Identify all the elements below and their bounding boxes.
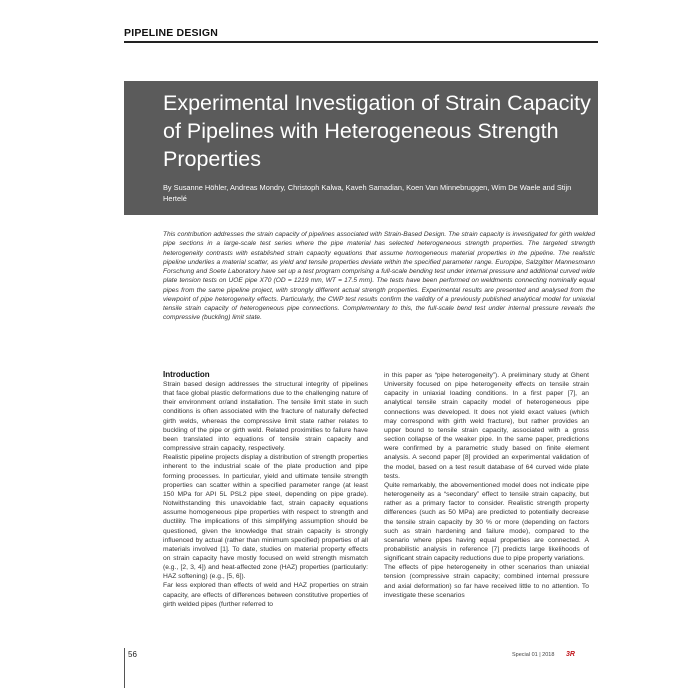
footer-rule xyxy=(124,648,125,688)
section-heading-introduction: Introduction xyxy=(163,370,210,379)
body-paragraph: Quite remarkably, the abovementioned model does not indicate pipe heterogeneity as a “secondary” effect to tensile strain capacity, but rather as a primary factor to consider. Realistic strength property differences (such as 50 MPa) are predicted to potentially decrease the tensile strain capacity by 30 % or more (depending on factors such as strain hardening and failure mode), compared to the scenario where pipes having equal properties are connected. A probabilistic analysis in reference [7] predicts large likelihoods of significant strain capacity reductions due to pipe property variations. xyxy=(384,481,589,563)
publisher-logo: 3R xyxy=(566,651,575,658)
section-label: PIPELINE DESIGN xyxy=(124,27,219,39)
article-authors: By Susanne Höhler, Andreas Mondry, Christoph Kalwa, Kaveh Samadian, Koen Van Minnebruggen, Wim De Waele and Stijn Hertelé xyxy=(163,183,572,203)
page-number: 56 xyxy=(128,650,137,659)
issue-label: Special 01 | 2018 xyxy=(512,652,555,658)
header-rule xyxy=(124,41,598,43)
article-title: Experimental Investigation of Strain Capacity of Pipelines with Heterogeneous Strength Properties xyxy=(163,91,591,171)
article-abstract: This contribution addresses the strain capacity of pipelines associated with Strain-Based Design. The strain capacity is investigated for girth welded pipe sections in a large-scale test series where the pipe material has selected heterogeneous strength properties. The targeted strength heterogeneity contrasts with established strain capacity equations that assume homogeneous material properties in the pipeline. The realistic pipeline underlies a material scatter, as yield and tensile properties deviate within the specified parameter range. Europipe, Salzgitter Mannesmann Forschung and Soete Laboratory have set up a test program comprising a full-scale bending test under internal pressure and additional curved wide plate tension tests on UOE pipe X70 (OD = 1219 mm, WT = 17.5 mm). The tests have been performed on weldments connecting nominally equal pipes from the same pipeline project, with strongly different actual strength properties. Experimental results are presented and analysed from the viewpoint of pipe heterogeneity effects. Particularly, the CWP test results confirm the validity of a previously published analytical model for uniaxial tensile strain capacity of heterogeneous pipe connections. Complementary to this, the full-scale bend test under internal pressure reveals the compressive (buckling) limit state. xyxy=(163,231,595,322)
body-paragraph: in this paper as “pipe heterogeneity”). A preliminary study at Ghent University focused on pipe heterogeneity effects on tensile strain capacity in uniaxial loading conditions. In a first paper [7], an analytical tensile strain capacity model of heterogeneous pipe connections was developed. It does not yield exact values (which may correspond with girth weld fracture), but rather provides an upper bound to tensile strain capacity, associated with a gross section collapse of the weaker pipe. In the same paper, predictions were confirmed by a parametric study based on finite element analysis. A second paper [8] provided an experimental validation of the model, based on a test result database of 64 curved wide plate tests. xyxy=(384,372,589,480)
body-paragraph: Realistic pipeline projects display a distribution of strength properties inherent to the industrial scale of the plate production and pipe forming processes. In particular, yield and ultimate tensile strength properties can scatter within a specified parameter range (at least 150 MPa for API 5L PSL2 pipe steel, depending on pipe grade). Notwithstanding this unavoidable fact, strain capacity equations assume homogeneous pipe properties with respect to strength and ductility. The implications of this simplifying assumption should be questioned, given the knowledge that strain capacity is strongly influenced by actual (rather than minimum specified) properties of all materials involved [1]. To date, studies on material property effects on strain capacity have mostly focused on weld strength mismatch (e.g., [2, 3, 4]) and heat-affected zone (HAZ) properties (particularly: HAZ softening) (e.g., [5, 6]). xyxy=(163,454,368,581)
body-column-right xyxy=(384,371,589,600)
body-paragraph: Strain based design addresses the structural integrity of pipelines that face global plastic deformations due to the challenging nature of their environment or/and installation. The tensile limit state in such conditions is often associated with the fracture of naturally defected girth welds, whereas the compressive limit state rather relates to buckling of the pipe or girth weld. Related proximities to failure have been translated into equations of tensile strain capacity and compressive strain capacity, respectively. xyxy=(163,381,368,453)
body-paragraph: The effects of pipe heterogeneity in other scenarios than uniaxial tension (compressive strain capacity; combined internal pressure and axial deformation) so far have received little to no attention. To investigate these scenarios xyxy=(384,564,589,599)
body-column-left xyxy=(163,370,368,609)
body-paragraph: Far less explored than effects of weld and HAZ properties on strain capacity, are effects of differences between constitutive properties of girth welded pipes (further referred to xyxy=(163,582,368,608)
